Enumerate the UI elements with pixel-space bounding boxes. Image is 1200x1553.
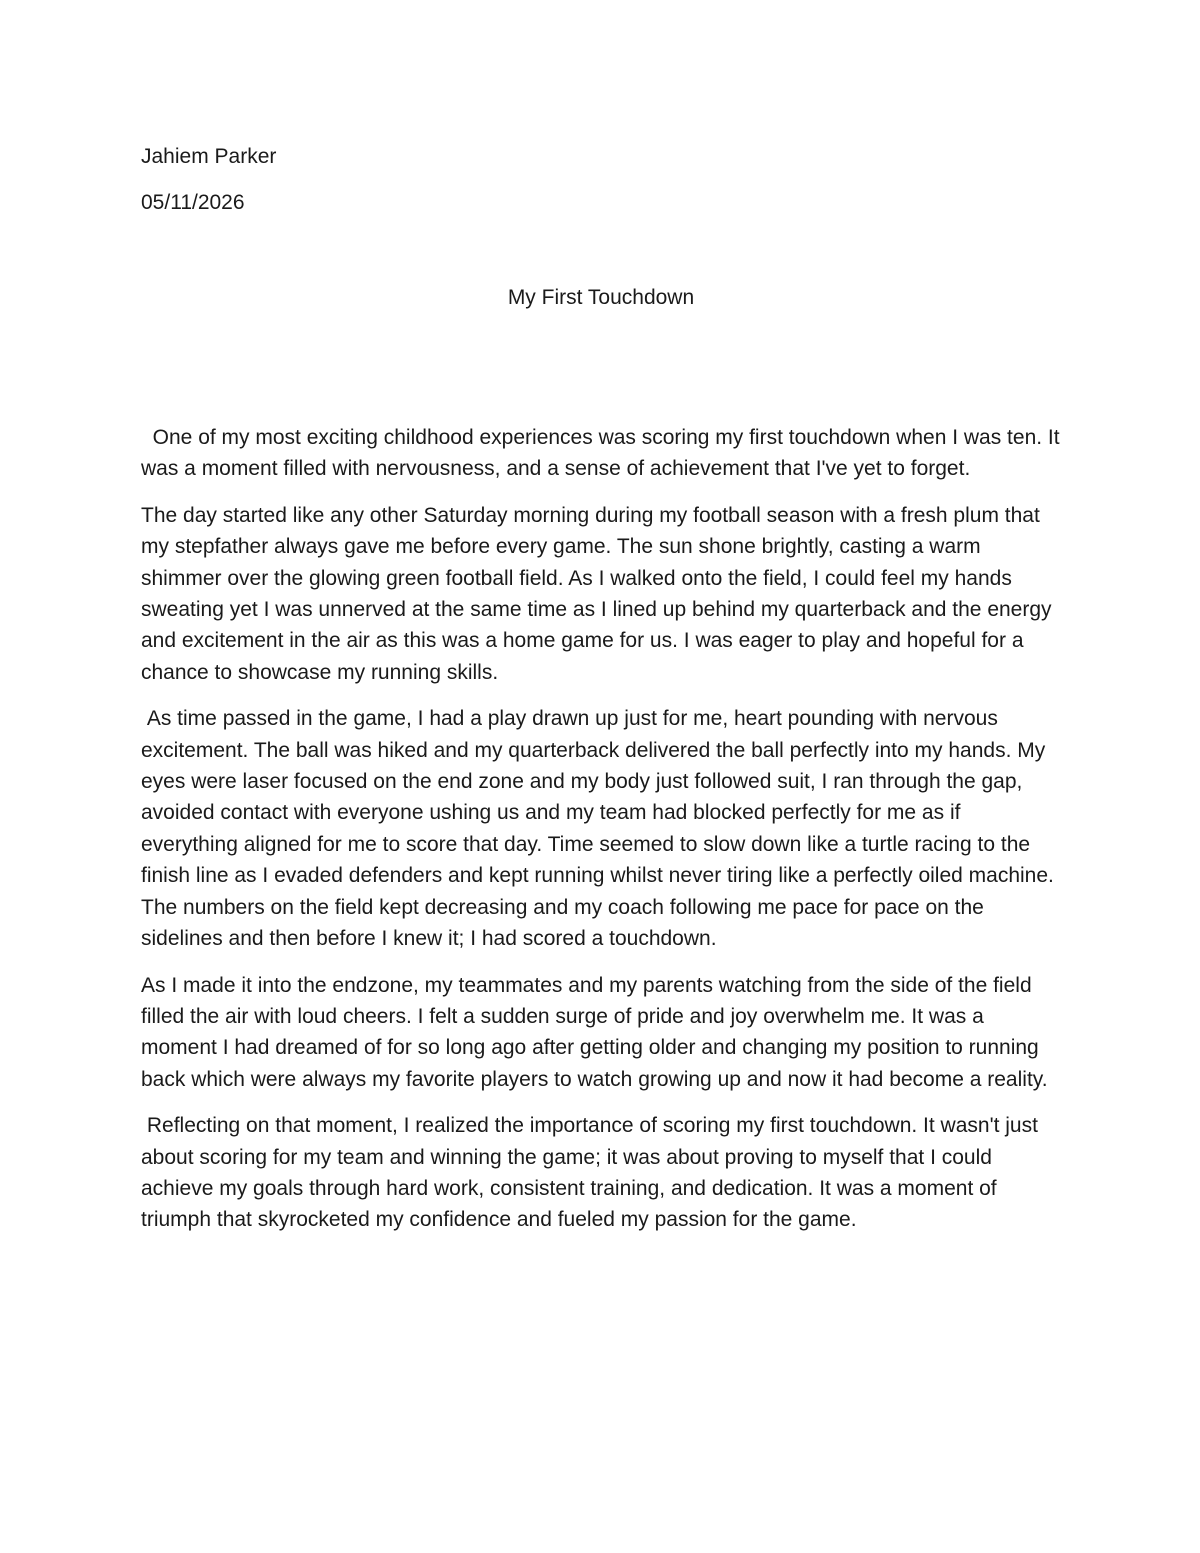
document-date: 05/11/2026 — [141, 191, 245, 214]
document-content — [141, 141, 1066, 1251]
body-paragraph: One of my most exciting childhood experiences was scoring my first touchdown when I was ten. It was a moment filled with nervousness, and a sense of achievement that I've yet to forget. — [141, 426, 1066, 481]
body-paragraph: As time passed in the game, I had a play drawn up just for me, heart pounding with nervous excitement. The ball was hiked and my quarterback delivered the ball perfectly into my hands. My eyes were laser focused on the end zone and my body just followed suit, I ran through the gap, avoided contact with everyone ushing us and my team had blocked perfectly for me as if everything aligned for me to score that day. Time seemed to slow down like a turtle racing to the finish line as I evaded defenders and kept running whilst never tiring like a perfectly oiled machine. The numbers on the field kept decreasing and my coach following me pace for pace on the sidelines and then before I knew it; I had scored a touchdown. — [141, 707, 1060, 951]
document-body — [141, 422, 1066, 1236]
body-paragraph: The day started like any other Saturday morning during my football season with a fresh plum that my stepfather always gave me before every game. The sun shone brightly, casting a warm shimmer over the glowing green football field. As I walked onto the field, I could feel my hands sweating yet I was unnerved at the same time as I lined up behind my quarterback and the energy and excitement in the air as this was a home game for us. I was eager to play and hopeful for a chance to showcase my running skills. — [141, 503, 1058, 684]
document-title: My First Touchdown — [507, 286, 695, 309]
author-name: Jahiem Parker — [141, 145, 277, 168]
body-paragraph: Reflecting on that moment, I realized the importance of scoring my first touchdown. It wasn't just about scoring for my team and winning the game; it was about proving to myself that I could achieve my goals through hard work, consistent training, and dedication. It was a moment of triumph that skyrocketed my confidence and fueled my passion for the game. — [141, 1114, 1044, 1232]
body-paragraph: As I made it into the endzone, my teammates and my parents watching from the side of the field filled the air with loud cheers. I felt a sudden surge of pride and joy overwhelm me. It was a moment I had dreamed of for so long ago after getting older and changing my position to running back which were always my favorite players to watch growing up and now it had become a reality. — [141, 973, 1048, 1091]
